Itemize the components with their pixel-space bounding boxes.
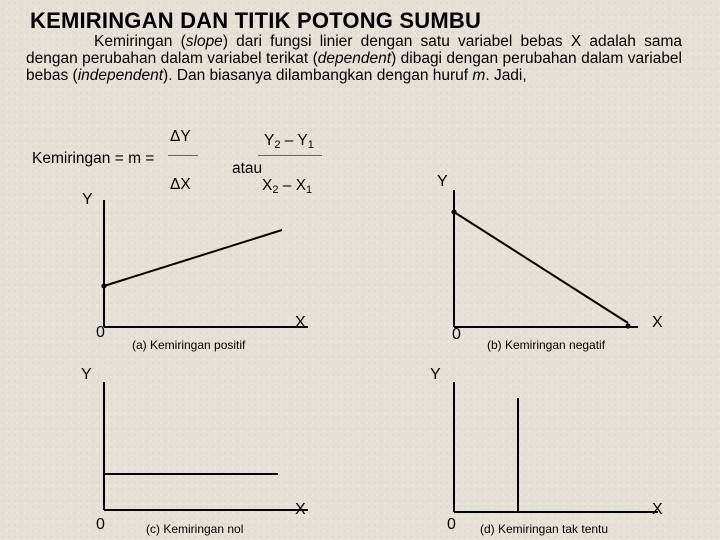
graph-c-caption: (c) Kemiringan nol [146,522,244,536]
graph-b-slope-line [454,212,628,323]
graph-b-caption: (b) Kemiringan negatif [487,338,606,352]
graph-a-origin: 0 [96,324,105,341]
graph-a-x-label: X [295,314,306,331]
graph-d-y-label: Y [430,366,441,383]
definition-paragraph: Kemiringan (slope) dari fungsi linier dengan satu variabel bebas X adalah sama dengan perubahan dalam variabel terikat (dependent) dibagi dengan perubahan dalam variabel bebas (independent). Dan biasanya dilambangkan dengan huruf m. Jadi, [26,33,683,84]
graph-d-caption: (d) Kemiringan tak tentu [480,522,609,536]
x2-minus-x1: $X_2 - X_1$ [262,177,313,196]
graph-a-intercept-point [101,283,106,288]
atau-text: atau [232,160,263,177]
graph-a-y-label: Y [82,191,93,208]
graph-b-x-intercept-point [625,323,630,328]
graph-a-caption: (a) Kemiringan positif [132,338,246,352]
graph-b-y-label: Y [437,173,448,190]
graph-c [104,382,308,510]
graph-d-x-label: X [652,501,663,518]
graph-a-slope-line [104,230,282,286]
graph-c-origin: 0 [96,516,105,533]
graph-d [454,382,658,512]
graph-c-x-label: X [295,501,306,518]
delta-x: ΔX [170,176,191,193]
graph-a [101,200,308,327]
y2-minus-y1: $Y_2 - Y_1$ [264,132,314,151]
graph-b-y-intercept-point [451,209,456,214]
graph-d-origin: 0 [447,516,456,533]
delta-y: ΔY [170,128,191,145]
graph-b [451,190,638,329]
graph-c-y-label: Y [81,366,92,383]
slide-title: KEMIRINGAN DAN TITIK POTONG SUMBU [30,8,482,33]
graph-b-x-label: X [652,314,663,331]
graph-b-origin: 0 [452,326,461,343]
formula-lhs: Kemiringan = m = [32,150,155,167]
